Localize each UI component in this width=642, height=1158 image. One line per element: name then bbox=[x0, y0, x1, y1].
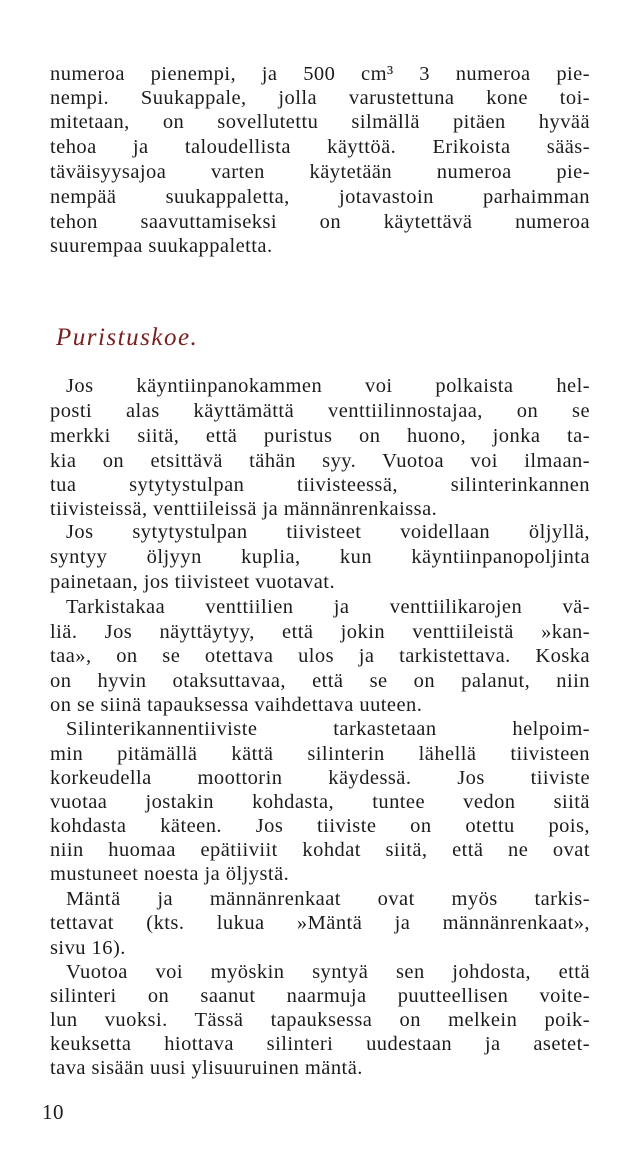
paragraph-line: mustuneet noesta ja öljystä. bbox=[50, 863, 290, 885]
paragraph-line: nempi. Suukappale, jolla varustettuna kone toi- bbox=[50, 87, 590, 109]
paragraph-line: merkki siitä, että puristus on huono, jonka ta- bbox=[50, 425, 590, 447]
paragraph-line: on se siinä tapauksessa vaihdettava uuteen. bbox=[50, 694, 423, 716]
paragraph-line: lun vuoksi. Tässä tapauksessa on melkein poik- bbox=[50, 1009, 590, 1031]
paragraph-line: silinteri on saanut naarmuja puutteellisen voite- bbox=[50, 985, 590, 1007]
paragraph-line: Silinterikannentiiviste tarkastetaan helpoim- bbox=[66, 718, 590, 740]
paragraph-line: tehoa ja taloudellista käyttöä. Erikoista sääs- bbox=[50, 136, 590, 158]
paragraph-line: tettavat (kts. lukua »Mäntä ja männänrenkaat», bbox=[50, 912, 590, 934]
paragraph-line: on hyvin otaksuttavaa, että se on palanut, niin bbox=[50, 670, 590, 692]
paragraph-line: painetaan, jos tiivisteet vuotavat. bbox=[50, 571, 336, 593]
paragraph-line: tava sisään uusi ylisuuruinen mäntä. bbox=[50, 1057, 363, 1079]
paragraph-line: Jos sytytystulpan tiivisteet voidellaan öljyllä, bbox=[66, 521, 590, 543]
paragraph-line: niin huomaa epätiiviit kohdat siitä, että ne ovat bbox=[50, 839, 590, 861]
paragraph-line: Tarkistakaa venttiilien ja venttiilikarojen vä- bbox=[66, 596, 590, 618]
paragraph-line: suurempaa suukappaletta. bbox=[50, 235, 273, 257]
paragraph-line: sivu 16). bbox=[50, 937, 126, 959]
paragraph-line: keuksetta hiottava silinteri uudestaan ja asetet- bbox=[50, 1033, 590, 1055]
paragraph-line: kia on etsittävä tähän syy. Vuotoa voi ilmaan- bbox=[50, 450, 590, 472]
paragraph-line: Mäntä ja männänrenkaat ovat myös tarkis- bbox=[66, 888, 590, 910]
paragraph-line: syntyy öljyyn kuplia, kun käyntiinpanopoljinta bbox=[50, 546, 590, 568]
paragraph-line: min pitämällä kättä silinterin lähellä tiivisteen bbox=[50, 743, 590, 765]
paragraph-line: täväisyysajoa varten käytetään numeroa pie- bbox=[50, 161, 590, 183]
paragraph-line: numeroa pienempi, ja 500 cm³ 3 numeroa pie- bbox=[50, 63, 590, 85]
paragraph-line: taa», on se otettava ulos ja tarkistettava. Koska bbox=[50, 645, 590, 667]
paragraph-line: tua sytytystulpan tiivisteessä, silinterinkannen bbox=[50, 474, 590, 496]
paragraph-line: tiivisteissä, venttiileissä ja männänrenkaissa. bbox=[50, 498, 438, 520]
section-heading: Puristuskoe. bbox=[56, 324, 199, 351]
paragraph-line: Jos käyntiinpanokammen voi polkaista hel- bbox=[66, 375, 590, 397]
paragraph-line: nempää suukappaletta, jotavastoin parhaimman bbox=[50, 186, 590, 208]
paragraph-line: kohdasta käteen. Jos tiiviste on otettu pois, bbox=[50, 815, 590, 837]
paragraph-line: korkeudella moottorin käydessä. Jos tiiviste bbox=[50, 767, 590, 789]
paragraph-line: tehon saavuttamiseksi on käytettävä numeroa bbox=[50, 211, 590, 233]
paragraph-line: posti alas käyttämättä venttiilinnostajaa, on se bbox=[50, 400, 590, 422]
paragraph-line: vuotaa jostakin kohdasta, tuntee vedon siitä bbox=[50, 791, 590, 813]
paragraph-line: liä. Jos näyttäytyy, että jokin venttiileistä »kan- bbox=[50, 621, 590, 643]
book-page bbox=[42, 0, 590, 1158]
paragraph-line: Vuotoa voi myöskin syntyä sen johdosta, että bbox=[66, 961, 590, 983]
page-number: 10 bbox=[42, 1100, 64, 1124]
paragraph-line: mitetaan, on sovellutettu silmällä pitäen hyvää bbox=[50, 111, 590, 133]
